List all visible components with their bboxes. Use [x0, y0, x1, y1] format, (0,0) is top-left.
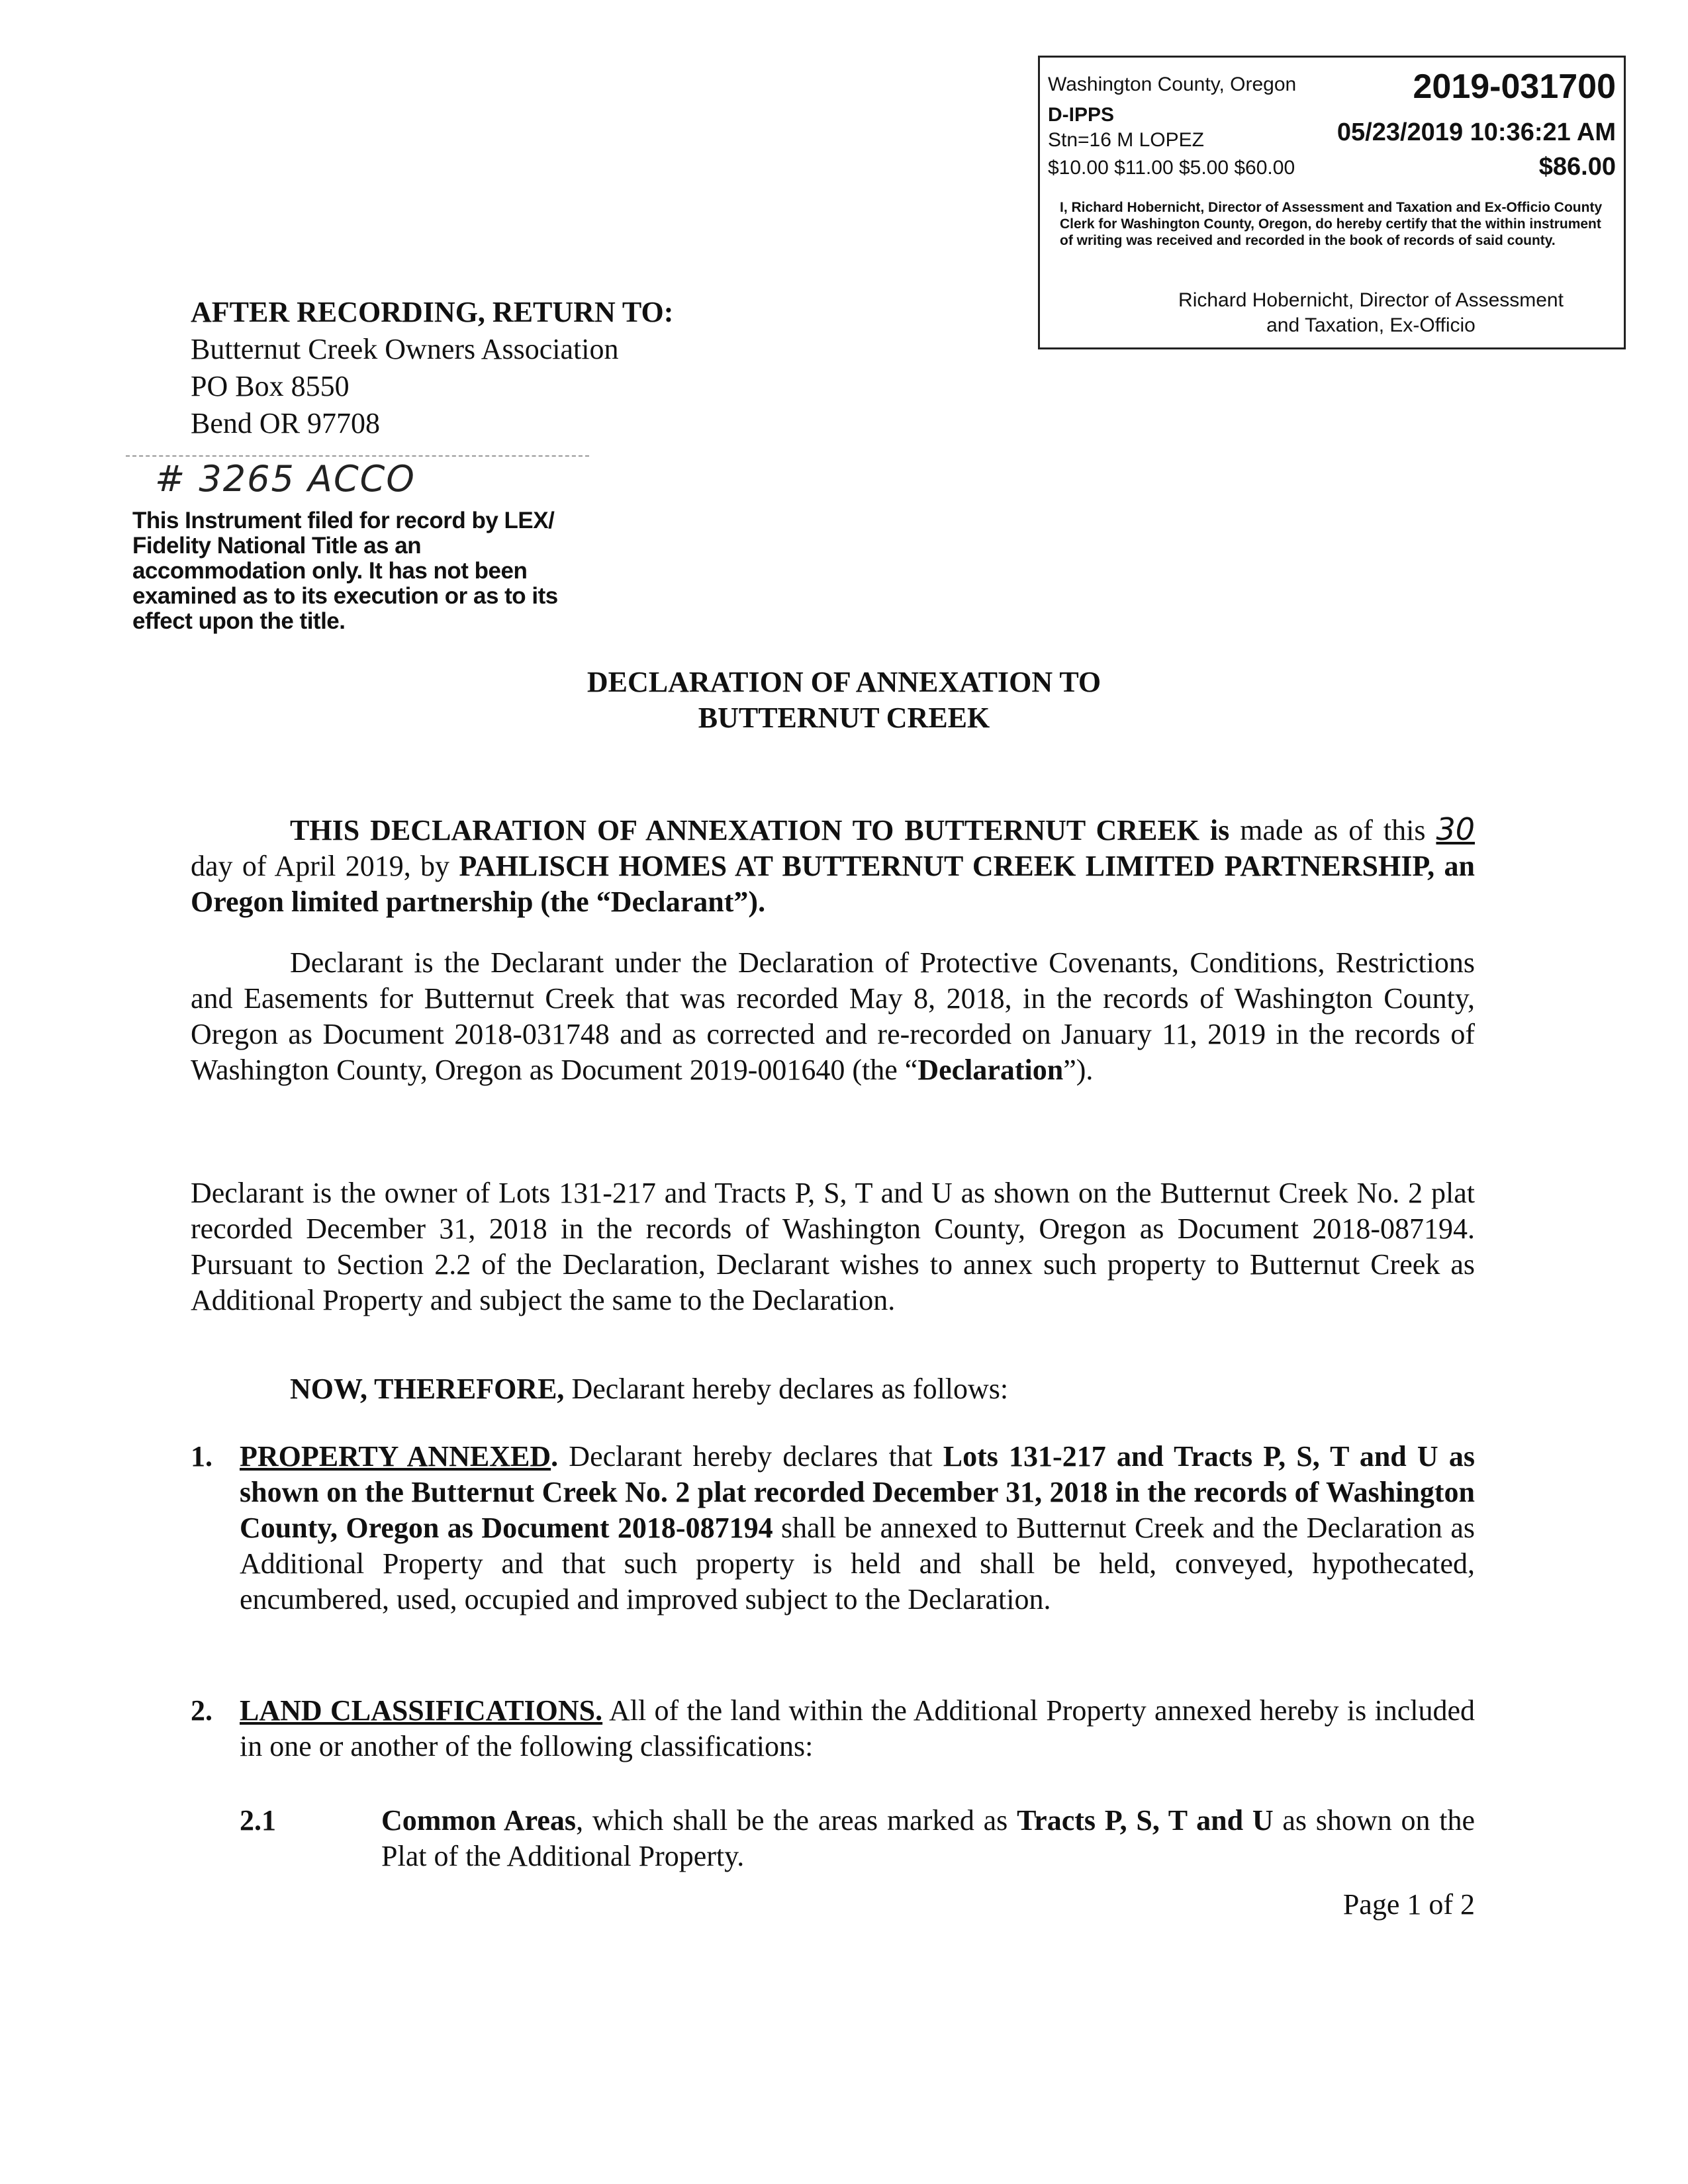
stamp-county: Washington County, Oregon [1048, 73, 1297, 95]
return-address [191, 294, 673, 442]
intro-text-2: day of April 2019, by [191, 850, 459, 882]
stamp-signatory: Richard Hobernicht, Director of Assessment and Taxation, Ex-Officio [1178, 289, 1564, 336]
intro-paragraph [191, 811, 1475, 920]
return-line-3: Bend OR 97708 [191, 407, 380, 439]
accommodation-note: This Instrument filed for record by LEX/ Fidelity National Title as an accommodation only. It has not been examined as to its execution or as to its effect upon the title. [132, 508, 558, 634]
section-2-1-bold: Common Areas [381, 1804, 577, 1837]
section-2-1-number: 2.1 [240, 1804, 276, 1837]
stamp-datetime: 05/23/2019 10:36:21 AM [1336, 118, 1616, 146]
dashed-divider [126, 455, 589, 457]
section-2-heading: LAND CLASSIFICATIONS. [240, 1694, 603, 1727]
owner-paragraph: Declarant is the owner of Lots 131-217 and Tracts P, S, T and U as shown on the Butternut Creek No. 2 plat recorded December 31, 2018 in the records of Washington County, Oregon as Document 2018-087194. Pursuant to Section 2.2 of the Declaration, Declarant wishes to annex such property to Butternut Creek as Additional Property and subject the same to the Declaration. [191, 1177, 1475, 1316]
section-2-1-text-2: as shown on the Plat of the Additional Property. [381, 1804, 1475, 1872]
declarant-text-end: ”). [1063, 1054, 1094, 1086]
stamp-document-number: 2019-031700 [1413, 68, 1616, 106]
stamp-fees: $10.00 $11.00 $5.00 $60.00 [1048, 157, 1295, 179]
section-1-number: 1. [191, 1440, 212, 1473]
title-line-1: DECLARATION OF ANNEXATION TO [586, 666, 1102, 698]
declarant-text: Declarant is the Declarant under the Declaration of Protective Covenants, Conditions, Restrictions and Easements for Butternut Creek that was recorded May 8, 2018, in the records of Washington County, Oregon as Document 2018-031748 and as corrected and re-recorded on January 11, 2019 in the records of Washington County, Oregon as Document 2019-001640 (the “ [191, 946, 1475, 1086]
section-1-heading-end: . [551, 1440, 559, 1473]
stamp-doc-type: D-IPPS [1048, 104, 1115, 126]
now-therefore-paragraph [290, 1371, 1475, 1407]
document-title [0, 664, 1688, 736]
return-line-2: PO Box 8550 [191, 370, 350, 402]
now-therefore-text: Declarant hereby declares as follows: [564, 1373, 1009, 1405]
stamp-certification: I, Richard Hobernicht, Director of Assessment and Taxation and Ex-Officio County Clerk for Washington County, Oregon, do hereby certify that the within instrument of writing was received and recorded in the book of records of said county. [1060, 200, 1603, 248]
intro-party: PAHLISCH HOMES AT BUTTERNUT CREEK LIMITED PARTNERSHIP, an Oregon limited partnership (the “Declarant”). [191, 850, 1475, 918]
page-number: Page 1 of 2 [1342, 1888, 1475, 1921]
return-heading: AFTER RECORDING, RETURN TO: [191, 296, 674, 328]
stamp-total: $86.00 [1538, 153, 1616, 181]
declaration-defined-term: Declaration [917, 1054, 1064, 1086]
section-1 [191, 1439, 1475, 1617]
handwritten-file-number: # 3265 ACCO [155, 458, 416, 500]
handwritten-day: 30 [1436, 811, 1475, 847]
section-2-1-text-1: , which shall be the areas marked as [576, 1804, 1017, 1837]
section-1-bold: Lots 131-217 and Tracts P, S, T and U as shown on the Butternut Creek No. 2 plat recorded December 31, 2018 in the records of Washington County, Oregon as Document 2018-087194 [240, 1440, 1475, 1544]
recording-stamp [1038, 56, 1626, 349]
stamp-station: Stn=16 M LOPEZ [1048, 129, 1204, 151]
section-2-1-bold-2: Tracts P, S, T and U [1017, 1804, 1274, 1837]
section-2 [191, 1693, 1475, 1764]
return-line-1: Butternut Creek Owners Association [191, 333, 619, 365]
intro-text-1: made as of this [1229, 814, 1436, 846]
section-1-text-2: shall be annexed to Butternut Creek and the Declaration as Additional Property and that such property is held and shall be held, conveyed, hypothecated, encumbered, used, occupied and improved subject to the Declaration. [240, 1512, 1475, 1615]
title-line-2: BUTTERNUT CREEK [698, 702, 990, 734]
section-2-text: All of the land within the Additional Property annexed hereby is included in one or another of the following classifications: [240, 1694, 1475, 1762]
declarant-paragraph [191, 945, 1475, 1088]
section-2-number: 2. [191, 1694, 212, 1727]
section-2-1 [240, 1803, 1475, 1874]
section-1-heading: PROPERTY ANNEXED [240, 1440, 551, 1473]
section-1-text-1: Declarant hereby declares that [558, 1440, 943, 1473]
now-therefore-bold: NOW, THEREFORE, [290, 1373, 565, 1405]
intro-bold-lead: THIS DECLARATION OF ANNEXATION TO BUTTERNUT CREEK is [290, 814, 1230, 846]
